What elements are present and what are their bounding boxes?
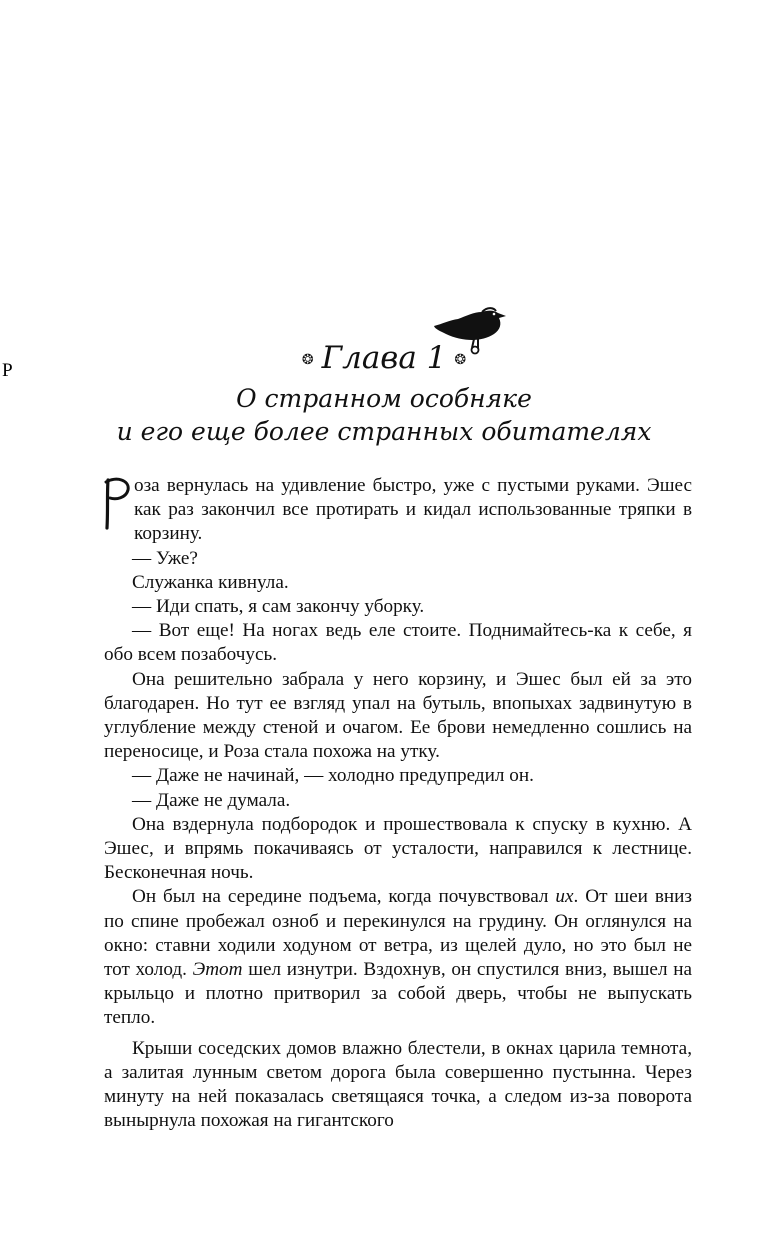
paragraph: Крыши соседских домов влажно блестели, в окнах царила темнота, а залитая лунным светом дорога была совершенно пустынна. Через минуту на ней показалась светящаяся точка, а следом из-за поворота вынырнула похожая на гигантского <box>104 1037 692 1132</box>
paragraph: — Даже не начинай, — холодно предупредил он. <box>132 765 534 787</box>
paragraph: Служанка кивнула. <box>132 571 289 593</box>
chapter-heading <box>0 335 768 381</box>
raven-icon <box>430 304 508 354</box>
paragraph: — Даже не думала. <box>132 789 291 811</box>
paragraph: Она вздернула подбородок и прошествовала к спуску в кухню. А Эшес, и впрямь покачиваясь от усталости, направился к лестнице. Бесконечная ночь. <box>104 813 692 884</box>
ornament-left-icon: ❂ <box>301 351 314 368</box>
chapter-label: Глава 1 <box>321 340 447 376</box>
chapter-subtitle-line2: и его еще более странных обитателях <box>116 417 652 446</box>
chapter-subtitle-line1: О странном особняке <box>236 384 532 413</box>
emphasis-text: Этот <box>192 959 243 981</box>
paragraph-text: Он был на середине подъема, когда почувствовал <box>132 886 556 908</box>
dropcap-letter-icon <box>2 360 132 530</box>
dropcap <box>2 360 132 530</box>
dropcap-letter: Р <box>2 360 13 381</box>
paragraph: — Уже? <box>132 547 198 569</box>
paragraph: — Вот еще! На ногах ведь еле стоите. Поднимайтесь-ка к себе, я обо всем позабочусь. <box>104 620 692 666</box>
paragraph-text: оза вернулась на удивление быстро, уже с пустыми руками. Эшес как раз закончил все протирать и кидал использованные тряпки в корзину. <box>134 475 692 545</box>
paragraph: Она решительно забрала у него корзину, и Эшес был ей за это благодарен. Но тут ее взгляд упал на бутыль, впопыхах задвинутую в углубление между стеной и очагом. Ее брови немедленно сошлись на переносице, и Роза стала похожа на утку. <box>104 668 692 763</box>
paragraph: — Иди спать, я сам закончу уборку. <box>132 596 425 618</box>
emphasis-text: их <box>555 886 574 908</box>
ornament-right-icon: ❂ <box>454 351 467 368</box>
paragraph-text: . От шеи вниз по спине пробежал озноб и перекинулся на грудину. Он оглянулся на окно: ставни ходили ходуном от ветра, из щелей дуло, но это был не тот холод. <box>104 886 693 981</box>
paragraph-text: шел изнутри. Вздохнув, он спустился вниз, вышел на крыльцо и плотно притворил за собой дверь, чтобы не выпускать тепло. <box>104 959 692 1029</box>
paragraph <box>104 885 692 1030</box>
